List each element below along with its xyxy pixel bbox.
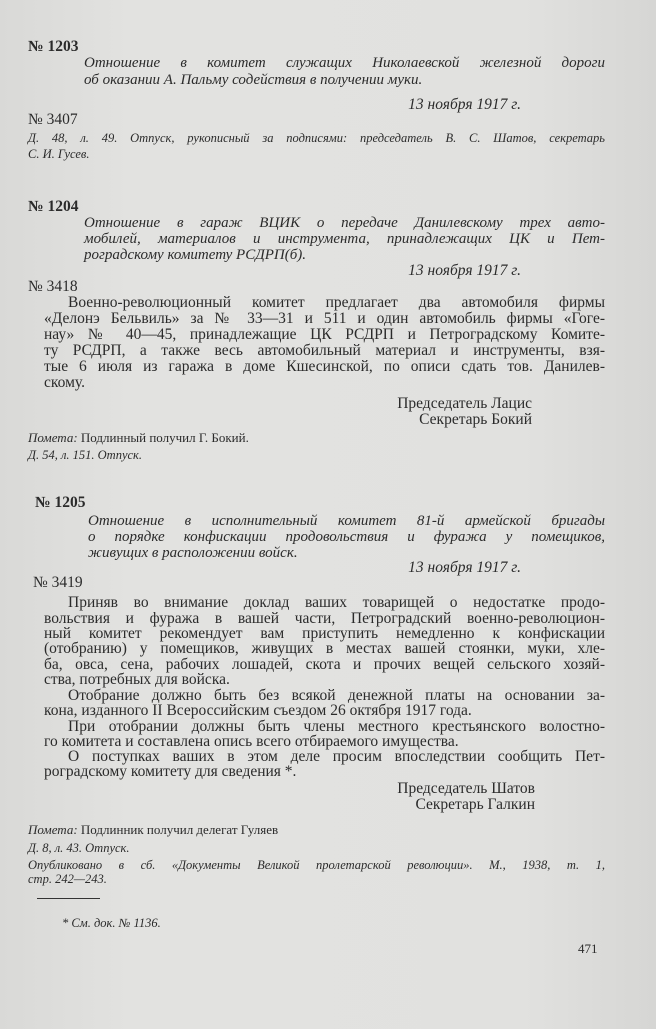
- body-line: Приняв во внимание доклад ваших товарищей о недостатке продо-: [68, 594, 605, 611]
- body-line: «Делонэ Бельвиль» за № 33—31 и 511 и один автомобиль фирмы «Гоге-: [44, 310, 605, 327]
- archive-note: Д. 8, л. 43. Отпуск.: [28, 841, 130, 855]
- doc-title-line: роградскому комитету РСДРП(б).: [84, 247, 307, 263]
- body-line: ба, овса, сена, рабочих лошадей, скота и прочих вещей сельского хозяй-: [44, 656, 605, 673]
- footnote-divider: [37, 898, 100, 899]
- publication-note: Опубликовано в сб. «Документы Великой пролетарской революции». М., 1938, т. 1,: [28, 858, 605, 872]
- doc-number: № 1203: [28, 38, 79, 55]
- doc-title-line: об оказании А. Пальму содействия в получении муки.: [84, 72, 423, 88]
- body-line: Военно-революционный комитет предлагает два автомобиля фирмы: [68, 294, 605, 311]
- body-line: ту РСДРП, а также весь автомобильный материал и инструменты, взя-: [44, 342, 605, 359]
- marginal-note: [28, 822, 278, 838]
- body-line: При отобрании должны быть члены местного крестьянского волостно-: [68, 718, 605, 735]
- page-number: 471: [578, 941, 598, 956]
- doc-ref-number: № 3407: [28, 111, 78, 128]
- doc-title-line: Отношение в комитет служащих Николаевской железной дороги: [84, 55, 605, 71]
- body-line: (отобранию) у помещиков, живущих в местах вашей стоянки, муки, хле-: [44, 640, 605, 657]
- archive-note: С. И. Гусев.: [28, 147, 90, 161]
- body-line: тые 6 июля из гаража в доме Кшесинской, по описи сдать тов. Данилев-: [44, 358, 605, 375]
- signature-secretary: Секретарь Галкин: [415, 796, 535, 813]
- signature-secretary: Секретарь Бокий: [419, 411, 532, 428]
- body-line: ный комитет рекомендует вам приступить немедленно к конфискации: [44, 625, 605, 642]
- doc-title-line: Отношение в исполнительный комитет 81-й армейской бригады: [88, 513, 605, 529]
- doc-title-line: живущих в расположении войск.: [88, 545, 298, 561]
- body-line: го комитета и составлена опись всего отбираемого имущества.: [44, 733, 459, 750]
- doc-date: 13 ноября 1917 г.: [408, 559, 521, 576]
- archive-note: Д. 48, л. 49. Отпуск, рукописный за подписями: председатель В. С. Шатов, секретарь: [28, 131, 605, 145]
- signature-chairman: Председатель Шатов: [397, 780, 535, 797]
- signature-chairman: Председатель Лацис: [397, 395, 532, 412]
- doc-date: 13 ноября 1917 г.: [408, 96, 521, 113]
- note-text: Подлинный получил Г. Бокий.: [80, 430, 249, 445]
- doc-title-line: о порядке конфискации продовольствия и фуража у помещиков,: [88, 529, 605, 545]
- archive-note: Д. 54, л. 151. Отпуск.: [28, 448, 143, 462]
- body-line: О поступках ваших в этом деле просим впоследствии сообщить Пет-: [68, 748, 605, 765]
- body-line: нау» № 40—45, принадлежащие ЦК РСДРП и Петроградскому Комите-: [44, 326, 605, 343]
- body-line: роградскому комитету для сведения *.: [44, 763, 297, 780]
- body-line: скому.: [44, 374, 85, 391]
- body-line: Отобрание должно быть без всякой денежной платы на основании за-: [68, 687, 605, 704]
- doc-date: 13 ноября 1917 г.: [408, 262, 521, 279]
- note-label: Помета:: [28, 822, 78, 837]
- doc-title-line: Отношение в гараж ВЦИК о передаче Данилевскому трех авто-: [84, 215, 605, 231]
- footnote: * См. док. № 1136.: [62, 916, 161, 930]
- marginal-note: [28, 430, 249, 446]
- note-text: Подлинник получил делегат Гуляев: [80, 822, 279, 837]
- note-label: Помета:: [28, 430, 78, 445]
- body-line: кона, изданного II Всероссийским съездом 26 октября 1917 года.: [44, 702, 472, 719]
- body-line: вольствия и фуража в вашей части, Петроградский военно-революцион-: [44, 610, 605, 627]
- doc-title-line: мобилей, материалов и инструмента, принадлежащих ЦК и Пет-: [84, 231, 605, 247]
- publication-note: стр. 242—243.: [28, 872, 107, 886]
- doc-number: № 1204: [28, 198, 79, 215]
- doc-number: № 1205: [35, 494, 86, 511]
- doc-ref-number: № 3419: [33, 574, 83, 591]
- doc-ref-number: № 3418: [28, 278, 78, 295]
- body-line: ства, потребных для войска.: [44, 671, 230, 688]
